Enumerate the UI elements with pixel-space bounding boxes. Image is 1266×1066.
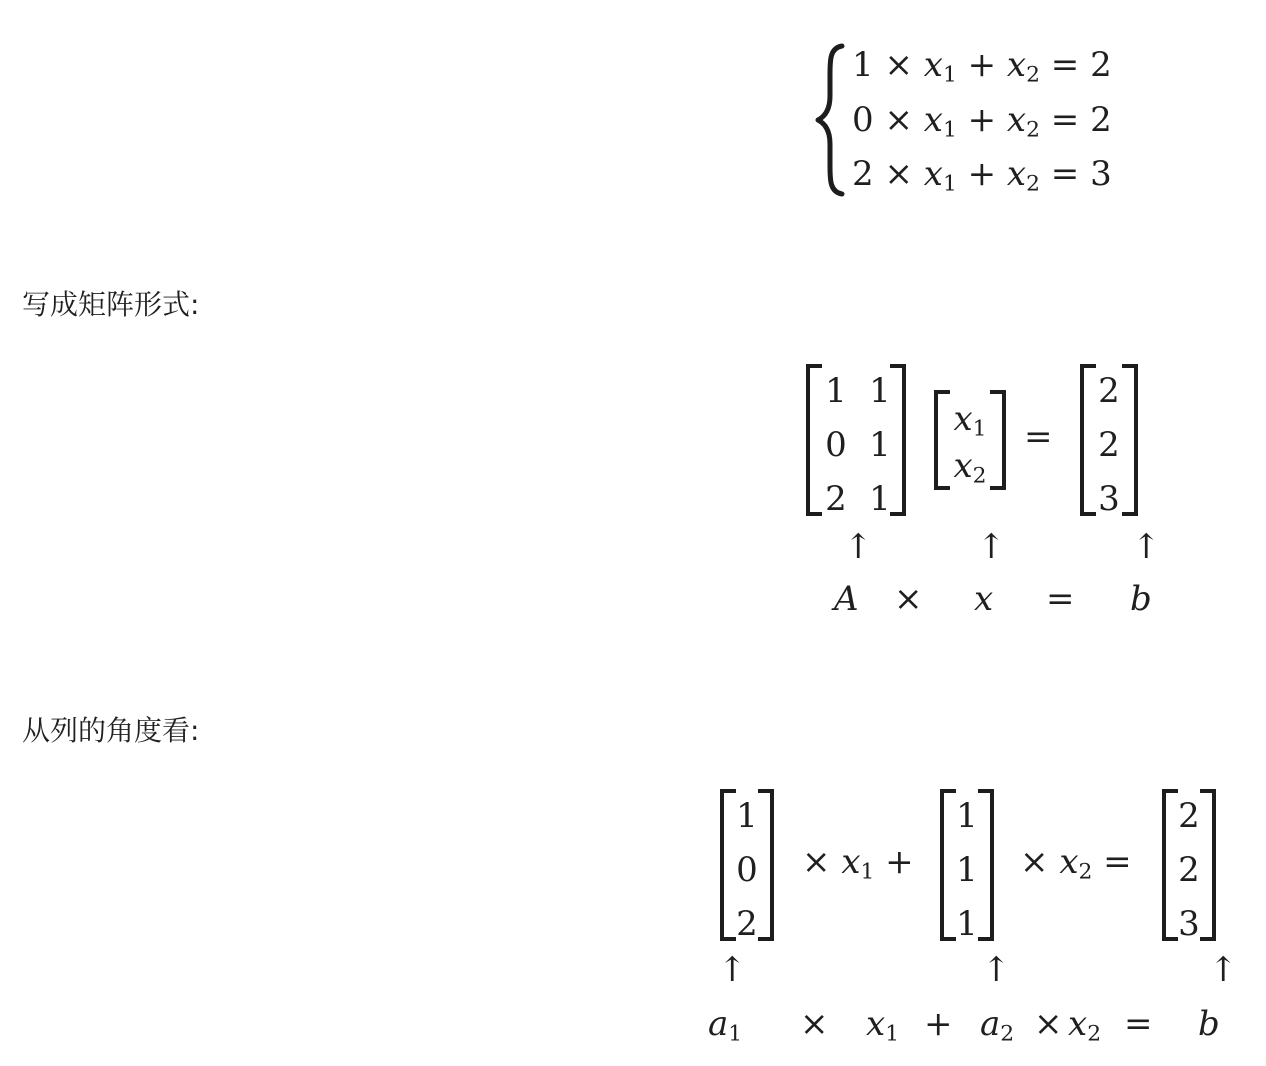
column-label-x1-subscript: 1 bbox=[885, 1021, 900, 1047]
equation-2-x2: x bbox=[1006, 100, 1027, 140]
vector-x-entry-1 bbox=[946, 399, 994, 442]
column-x1-subscript: 1 bbox=[860, 859, 875, 885]
column-label-a2-subscript: 2 bbox=[1000, 1021, 1015, 1047]
column-label-a2-base: a bbox=[980, 1004, 1001, 1044]
vector-x-entry-2-subscript: 2 bbox=[972, 463, 987, 489]
column-a1-entry-3: 2 bbox=[736, 904, 758, 944]
vector-x-entry-1-base: x bbox=[953, 399, 973, 439]
arrow-up-icon-b: ↑ bbox=[1209, 950, 1238, 990]
column-x2: x bbox=[1059, 842, 1079, 882]
label-b: b bbox=[1130, 579, 1152, 619]
equation-1-rhs: 2 bbox=[1090, 45, 1112, 85]
equation-2-times: × bbox=[884, 100, 913, 140]
equation-1-times: × bbox=[884, 45, 913, 85]
arrow-up-icon-a: ↑ bbox=[844, 527, 873, 567]
column-label-a2 bbox=[980, 1004, 1015, 1047]
linear-system bbox=[814, 40, 1144, 200]
column-plus: + bbox=[885, 842, 914, 882]
matrix-a-cell-3-1: 2 bbox=[825, 479, 847, 519]
vector-b-entry-2: 2 bbox=[1098, 425, 1120, 465]
column-label-x2 bbox=[1068, 1004, 1102, 1047]
column-label-b: b bbox=[1198, 1004, 1220, 1044]
equation-3-x2-subscript: 2 bbox=[1026, 171, 1040, 197]
column-b-entry-2: 2 bbox=[1178, 850, 1200, 890]
equation-3-x2: x bbox=[1006, 154, 1027, 194]
column-label-x1-base: x bbox=[866, 1004, 886, 1044]
equation-1-x2: x bbox=[1006, 45, 1027, 85]
column-label-x1 bbox=[866, 1004, 900, 1047]
column-label-a1 bbox=[708, 1004, 743, 1047]
column-label-x2-base: x bbox=[1068, 1004, 1088, 1044]
matrix-a-cell-3-2: 1 bbox=[869, 479, 891, 519]
equation-3-equals: = bbox=[1050, 154, 1080, 194]
vector-x-entry-2-base: x bbox=[953, 446, 973, 486]
column-label-a1-subscript: 1 bbox=[728, 1021, 743, 1047]
label-a: A bbox=[834, 579, 859, 619]
equation-line-2 bbox=[852, 100, 1112, 143]
equation-line-3 bbox=[852, 154, 1112, 197]
matrix-a-cell-2-1: 0 bbox=[825, 425, 847, 465]
arrow-up-icon-b: ↑ bbox=[1132, 527, 1161, 567]
matrix-a-cell-2-2: 1 bbox=[869, 425, 891, 465]
column-b-entry-3: 3 bbox=[1178, 904, 1200, 944]
equation-3-times: × bbox=[884, 154, 913, 194]
equation-1-coefficient: 1 bbox=[852, 45, 874, 85]
equation-2-rhs: 2 bbox=[1090, 100, 1112, 140]
column-x1: x bbox=[841, 842, 861, 882]
column-label-plus: + bbox=[924, 1004, 953, 1044]
column-times-1: × bbox=[802, 842, 831, 882]
column-term-1-operator bbox=[802, 842, 914, 885]
vector-x-entry-1-subscript: 1 bbox=[972, 416, 987, 442]
label-times: × bbox=[894, 579, 923, 619]
equation-1-x1-subscript: 1 bbox=[942, 62, 957, 88]
equation-1-x2-subscript: 2 bbox=[1026, 62, 1040, 88]
matrix-a bbox=[806, 364, 906, 519]
equation-line-1 bbox=[852, 45, 1112, 88]
equation-3-x1: x bbox=[923, 154, 943, 194]
equation-3-plus: + bbox=[967, 154, 997, 194]
column-label-a1-base: a bbox=[708, 1004, 729, 1044]
matrix-form-caption: 写成矩阵形式: bbox=[22, 288, 200, 321]
column-times-2: × bbox=[1020, 842, 1049, 882]
equation-2-plus: + bbox=[967, 100, 997, 140]
column-equals: = bbox=[1103, 842, 1132, 882]
column-view-caption: 从列的角度看: bbox=[22, 714, 200, 747]
vector-b-entry-1: 2 bbox=[1098, 371, 1120, 411]
equation-3-x1-subscript: 1 bbox=[942, 171, 957, 197]
column-label-times-2: × bbox=[1034, 1004, 1063, 1044]
matrix-a-cell-1-1: 1 bbox=[825, 371, 847, 411]
column-a2 bbox=[940, 789, 994, 944]
column-a1-entry-1: 1 bbox=[736, 796, 758, 836]
left-brace-icon bbox=[814, 40, 848, 200]
column-label-times-1: × bbox=[800, 1004, 829, 1044]
column-term-2-operator bbox=[1020, 842, 1132, 885]
equation-2-x1-subscript: 1 bbox=[942, 117, 957, 143]
column-a2-entry-1: 1 bbox=[956, 796, 978, 836]
column-b bbox=[1162, 789, 1216, 944]
equation-2-x1: x bbox=[923, 100, 943, 140]
equation-2-coefficient: 0 bbox=[852, 100, 874, 140]
column-a2-entry-3: 1 bbox=[956, 904, 978, 944]
vector-b-entry-3: 3 bbox=[1098, 479, 1120, 519]
column-label-equals: = bbox=[1124, 1004, 1153, 1044]
equation-1-equals: = bbox=[1050, 45, 1080, 85]
vector-b bbox=[1080, 364, 1138, 519]
arrow-up-icon-a2: ↑ bbox=[982, 950, 1011, 990]
column-view-equation bbox=[704, 785, 1244, 1055]
column-a1-entry-2: 0 bbox=[736, 850, 758, 890]
matrix-a-cell-1-2: 1 bbox=[869, 371, 891, 411]
column-label-x2-subscript: 2 bbox=[1087, 1021, 1102, 1047]
label-equals: = bbox=[1046, 579, 1075, 619]
label-x: x bbox=[974, 579, 994, 619]
vector-x bbox=[934, 390, 1006, 490]
arrow-up-icon-x: ↑ bbox=[977, 527, 1006, 567]
vector-x-entry-2 bbox=[946, 446, 994, 489]
column-x2-subscript: 2 bbox=[1078, 859, 1093, 885]
matrix-equals: = bbox=[1024, 417, 1053, 457]
equation-3-rhs: 3 bbox=[1090, 154, 1112, 194]
equation-2-equals: = bbox=[1050, 100, 1080, 140]
matrix-form-equation bbox=[796, 360, 1161, 620]
equation-3-coefficient: 2 bbox=[852, 154, 874, 194]
equation-1-x1: x bbox=[923, 45, 943, 85]
column-a1 bbox=[720, 789, 774, 944]
column-b-entry-1: 2 bbox=[1178, 796, 1200, 836]
equation-2-x2-subscript: 2 bbox=[1026, 117, 1040, 143]
column-a2-entry-2: 1 bbox=[956, 850, 978, 890]
arrow-up-icon-a1: ↑ bbox=[718, 950, 747, 990]
equation-1-plus: + bbox=[967, 45, 997, 85]
